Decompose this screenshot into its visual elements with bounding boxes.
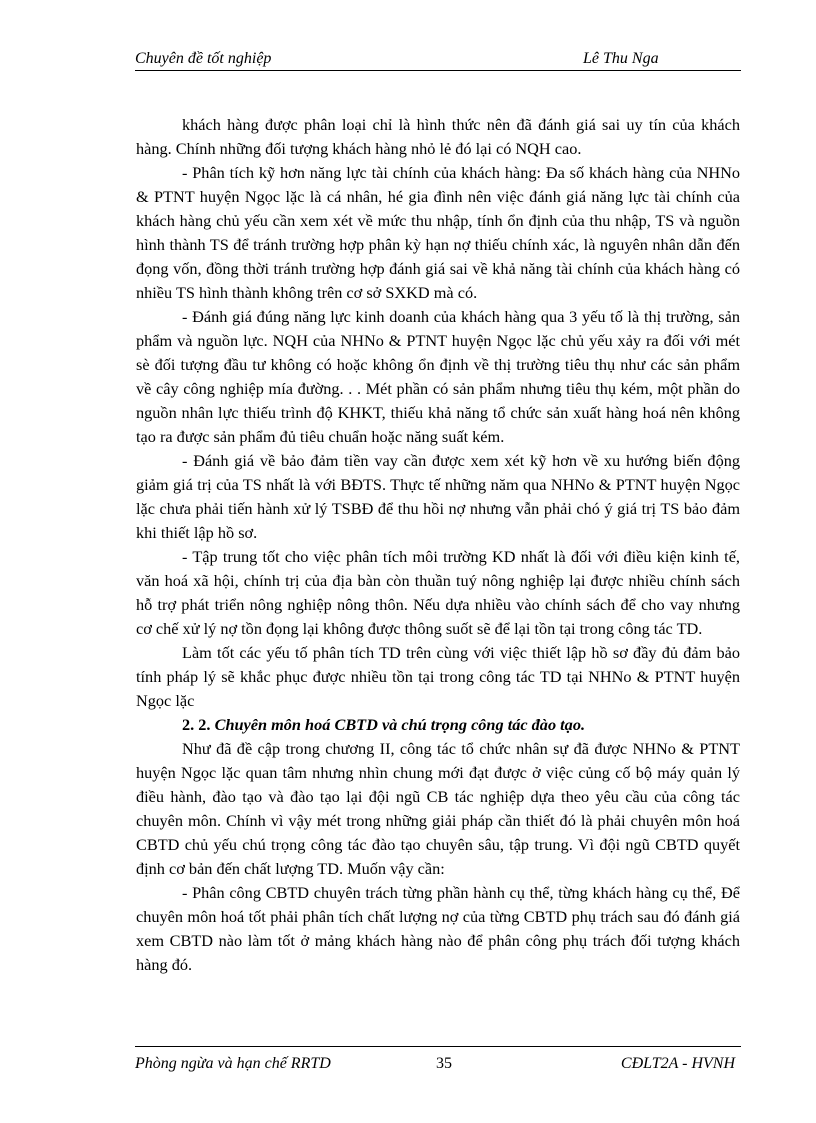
main-content (136, 113, 740, 977)
paragraph: - Phân công CBTD chuyên trách từng phần hành cụ thể, từng khách hàng cụ thể, Để chuyên môn hoá tốt phải phân tích chất lượng nợ của từng CBTD phụ trách sau đó đánh giá xem CBTD nào làm tốt ở mảng khách hàng nào để phân công phụ trách đối tượng khách hàng đó. (136, 883, 740, 974)
section-heading (136, 713, 740, 737)
paragraph: Như đã đề cập trong chương II, công tác tổ chức nhân sự đã được NHNo & PTNT huyện Ngọc lặc quan tâm nhưng nhìn chung mới đạt được ở việc củng cố bộ máy quản lý điều hành, đào tạo và đào tạo lại đội ngũ CB tác nghiệp dựa theo yêu cầu của công tác chuyên môn. Chính vì vậy mét trong những giải pháp cần thiết đó là phải chuyên môn hoá CBTD chủ yếu chú trọng công tác đào tạo chuyên sâu, tập trung. Vì đội ngũ CBTD quyết định cơ bản đến chất lượng TD. Muốn vậy cần: (136, 739, 740, 878)
section-number: 2. 2. (182, 715, 211, 734)
paragraph: - Đánh giá đúng năng lực kinh doanh của khách hàng qua 3 yếu tố là thị trường, sản phẩm và nguồn lực. NQH của NHNo & PTNT huyện Ngọc lặc chủ yếu xảy ra đối với mét sè đối tượng đầu tư không có hoặc không ổn định về thị trường tiêu thụ như các sản phẩm về cây công nghiệp mía đường. . . Mét phần có sản phẩm nhưng tiêu thụ kém, một phần do nguồn nhân lực thiếu trình độ KHKT, thiếu khả năng tổ chức sản xuất hàng hoá nên không tạo ra được sản phẩm đủ tiêu chuẩn hoặc năng suất kém. (136, 307, 740, 446)
footer-topic: Phòng ngừa và hạn chế RRTD (135, 1055, 331, 1072)
page-header (135, 48, 741, 71)
page-number: 35 (436, 1055, 452, 1072)
paragraph: - Đánh giá về bảo đảm tiền vay cần được xem xét kỹ hơn về xu hướng biến động giảm giá trị của TS nhất là với BĐTS. Thực tế những năm qua NHNo & PTNT huyện Ngọc lặc chưa phải tiến hành xử lý TSBĐ để thu hồi nợ nhưng vẫn phải chó ý giá trị TS bảo đảm khi thiết lập hồ sơ. (136, 451, 740, 542)
paragraph: khách hàng được phân loại chỉ là hình thức nên đã đánh giá sai uy tín của khách hàng. Chính những đối tượng khách hàng nhỏ lẻ đó lại có NQH cao. (136, 115, 740, 158)
page-footer (135, 1046, 741, 1075)
section-title: Chuyên môn hoá CBTD và chú trọng công tác đào tạo. (214, 715, 586, 734)
paragraph: Làm tốt các yếu tố phân tích TD trên cùng với việc thiết lập hồ sơ đầy đủ đảm bảo tính pháp lý sẽ khắc phục được nhiều tồn tại trong công tác TD tại NHNo & PTNT huyện Ngọc lặc (136, 643, 740, 710)
paragraph: - Phân tích kỹ hơn năng lực tài chính của khách hàng: Đa số khách hàng của NHNo & PTNT huyện Ngọc lặc là cá nhân, hé gia đình nên việc đánh giá năng lực tài chính của khách hàng chủ yếu cần xem xét về mức thu nhập, tính ổn định của thu nhập, TS và nguồn hình thành TS để tránh trường hợp phân kỳ hạn nợ thiếu chính xác, là nguyên nhân dẫn đến đọng vốn, đồng thời tránh trường hợp đánh giá sai về khả năng tài chính của khách hàng có nhiều TS hình thành không trên cơ sở SXKD mà có. (136, 163, 740, 302)
footer-class: CĐLT2A - HVNH (620, 1055, 735, 1072)
header-author: Lê Thu Nga (583, 50, 659, 67)
header-document-type: Chuyên đề tốt nghiệp (135, 50, 272, 67)
paragraph: - Tập trung tốt cho việc phân tích môi trường KD nhất là đối với điều kiện kinh tế, văn hoá xã hội, chính trị của địa bàn còn thuần tuý nông nghiệp lại được nhiều chính sách hỗ trợ phát triển nông nghiệp nông thôn. Nếu dựa nhiều vào chính sách để cho vay nhưng cơ chế xử lý nợ tồn đọng lại không được thông suốt sẽ để lại tồn tại trong công tác TD. (136, 547, 740, 638)
